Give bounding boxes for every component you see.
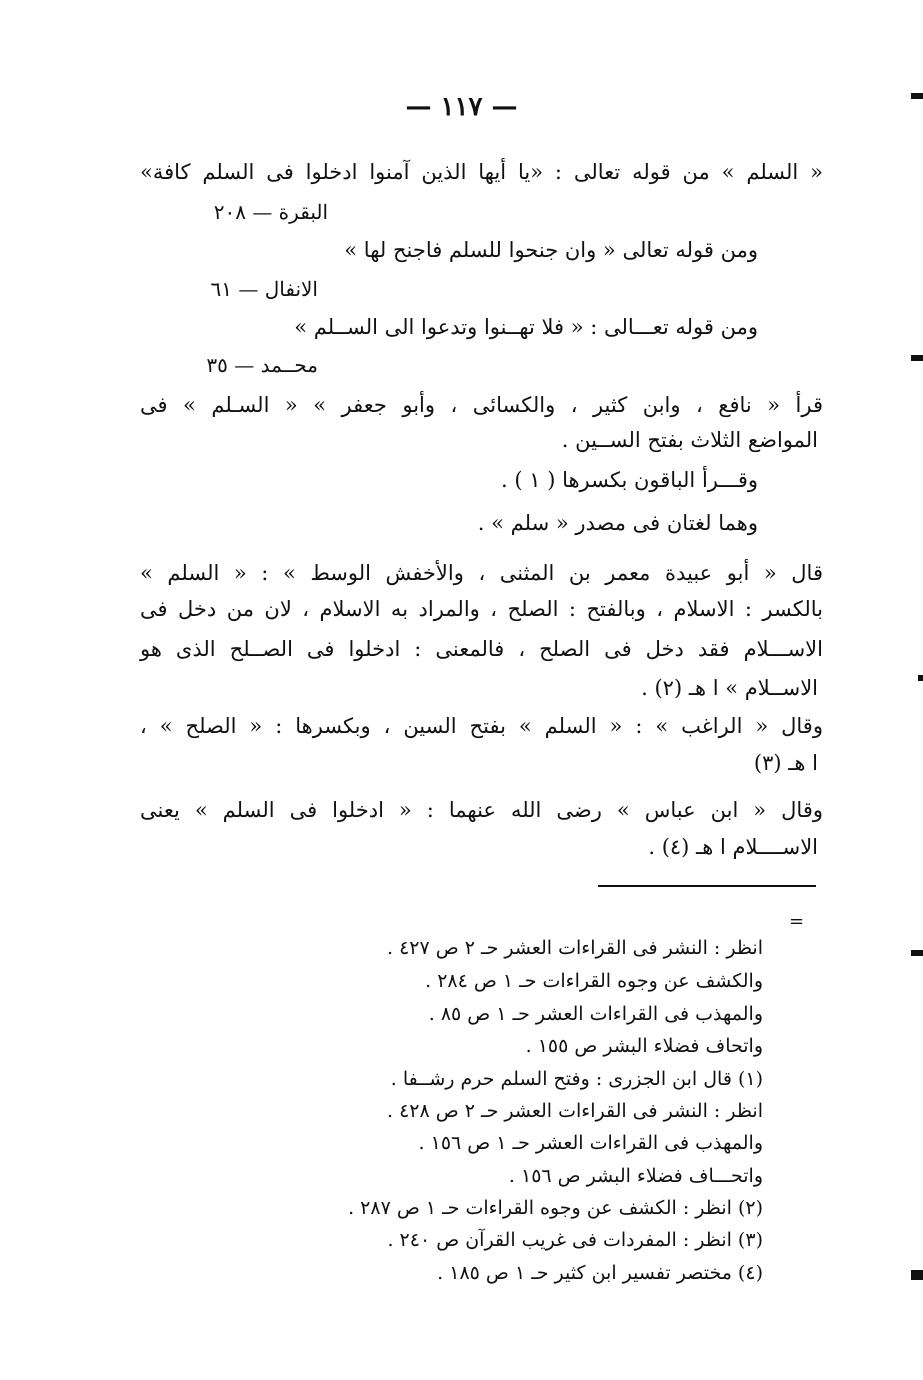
scan-edge-mark (911, 1270, 923, 1280)
body-line: وقال « الراغب » : « السلم » بفتح السين ، وبكسرها : « الصلح » ، (140, 714, 823, 738)
body-line: « السلم » من قوله تعالى : «يا أيها الذين آمنوا ادخلوا فى السلم كافة» (140, 160, 823, 184)
verse-reference: البقرة — ٢٠٨ (213, 200, 328, 224)
scan-edge-mark (918, 675, 923, 681)
body-line: ومن قوله تعالى « وان جنحوا للسلم فاجنح لها » (344, 238, 758, 262)
body-line: قال « أبو عبيدة معمر بن المثنى ، والأخفش الوسط » : « السلم » (140, 561, 823, 585)
body-line: قرأ « نافع ، وابن كثير ، والكسائى ، وأبو جعفر » « السـلم » فى (140, 393, 823, 417)
scan-edge-mark (911, 355, 923, 361)
footnote-line: والمهذب فى القراءات العشر حـ ١ ص ١٥٦ . (418, 1132, 763, 1154)
separator-mark: = (789, 911, 805, 932)
body-line: ا هـ (٣) (753, 751, 818, 775)
footnote-line: (٢) انظر : الكشف عن وجوه القراءات حـ ١ ص ٢٨٧ . (348, 1197, 763, 1219)
footnote-line: انظر : النشر فى القراءات العشر حـ ٢ ص ٤٢٧ . (387, 937, 763, 959)
body-line: الاســـلام فقد دخل فى الصلح ، فالمعنى : ادخلوا فى الصــلح الذى هو (140, 637, 823, 661)
body-line: وهما لغتان فى مصدر « سلم » . (477, 511, 758, 535)
body-line: وقـــرأ الباقون بكسرها ( ١ ) . (501, 468, 758, 492)
verse-reference: محــمد — ٣٥ (206, 353, 318, 377)
footnote-line: واتحاف فضلاء البشر ص ١٥٥ . (525, 1035, 763, 1057)
body-line: المواضع الثلاث بفتح الســين . (561, 428, 818, 452)
scan-edge-mark (911, 950, 923, 956)
scan-edge-mark (911, 93, 923, 99)
footnote-line: انظر : النشر فى القراءات العشر حـ ٢ ص ٤٢٨ . (387, 1100, 763, 1122)
body-line: الاســــلام ا هـ (٤) . (648, 835, 818, 859)
body-line: بالكسر : الاسلام ، وبالفتح : الصلح ، والمراد به الاسلام ، لان من دخل فى (140, 597, 823, 621)
footnote-separator (598, 885, 816, 887)
footnote-line: (٤) مختصر تفسير ابن كثير حـ ١ ص ١٨٥ . (437, 1262, 763, 1284)
footnote-line: واتحـــاف فضلاء البشر ص ١٥٦ . (508, 1165, 763, 1187)
body-line: ومن قوله تعـــالى : « فلا تهــنوا وتدعوا الى الســلم » (294, 315, 758, 339)
footnote-line: والمهذب فى القراءات العشر حـ ١ ص ٨٥ . (428, 1003, 763, 1025)
verse-reference: الانفال — ٦١ (210, 277, 318, 301)
footnote-line: (٣) انظر : المفردات فى غريب القرآن ص ٢٤٠ . (387, 1229, 763, 1251)
body-line: وقال « ابن عباس » رضى الله عنهما : « ادخلوا فى السلم » يعنى (140, 798, 823, 822)
body-line: الاســلام » ا هـ (٢) . (641, 676, 818, 700)
page-number: — ١١٧ — (405, 92, 518, 122)
footnote-line: والكشف عن وجوه القراءات حـ ١ ص ٢٨٤ . (425, 970, 763, 992)
footnote-line: (١) قال ابن الجزرى : وفتح السلم حرم رشــفا . (390, 1068, 763, 1090)
